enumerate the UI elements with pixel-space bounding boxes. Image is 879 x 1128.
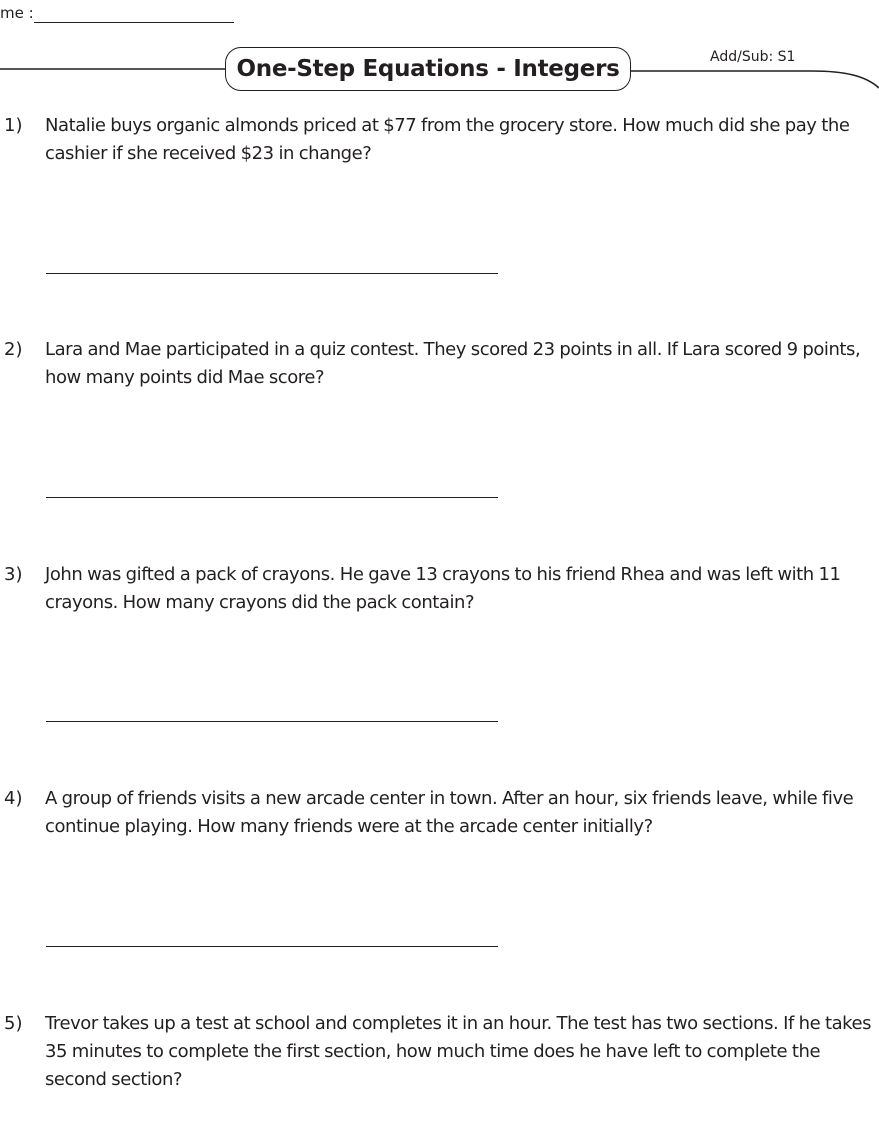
title-banner <box>225 47 631 91</box>
answer-line-4[interactable] <box>46 946 498 947</box>
name-label: me : <box>0 4 34 22</box>
problem-text: Lara and Mae participated in a quiz contest. They scored 23 points in all. If Lara scored 9 points, how many points did Mae score? <box>45 339 861 388</box>
problem-number: 4) <box>4 788 23 809</box>
answer-line-1[interactable] <box>46 273 498 274</box>
problem-number: 1) <box>4 115 23 136</box>
problem-text: John was gifted a pack of crayons. He gave 13 crayons to his friend Rhea and was left with 11 crayons. How many crayons did the pack contain? <box>45 564 841 613</box>
problem-number: 3) <box>4 564 23 585</box>
worksheet-set-code: Add/Sub: S1 <box>710 49 796 65</box>
page-title: One-Step Equations - Integers <box>236 56 620 82</box>
problem-text: Trevor takes up a test at school and completes it in an hour. The test has two sections. If he takes 35 minutes to complete the first section, how much time does he have left to complete the second section? <box>45 1013 872 1090</box>
problem-text: A group of friends visits a new arcade center in town. After an hour, six friends leave, while five continue playing. How many friends were at the arcade center initially? <box>45 788 854 837</box>
answer-line-3[interactable] <box>46 721 498 722</box>
answer-line-2[interactable] <box>46 497 498 498</box>
problem-number: 5) <box>4 1013 23 1034</box>
problem-number: 2) <box>4 339 23 360</box>
problem-text: Natalie buys organic almonds priced at $77 from the grocery store. How much did she pay the cashier if she received $23 in change? <box>45 115 850 164</box>
